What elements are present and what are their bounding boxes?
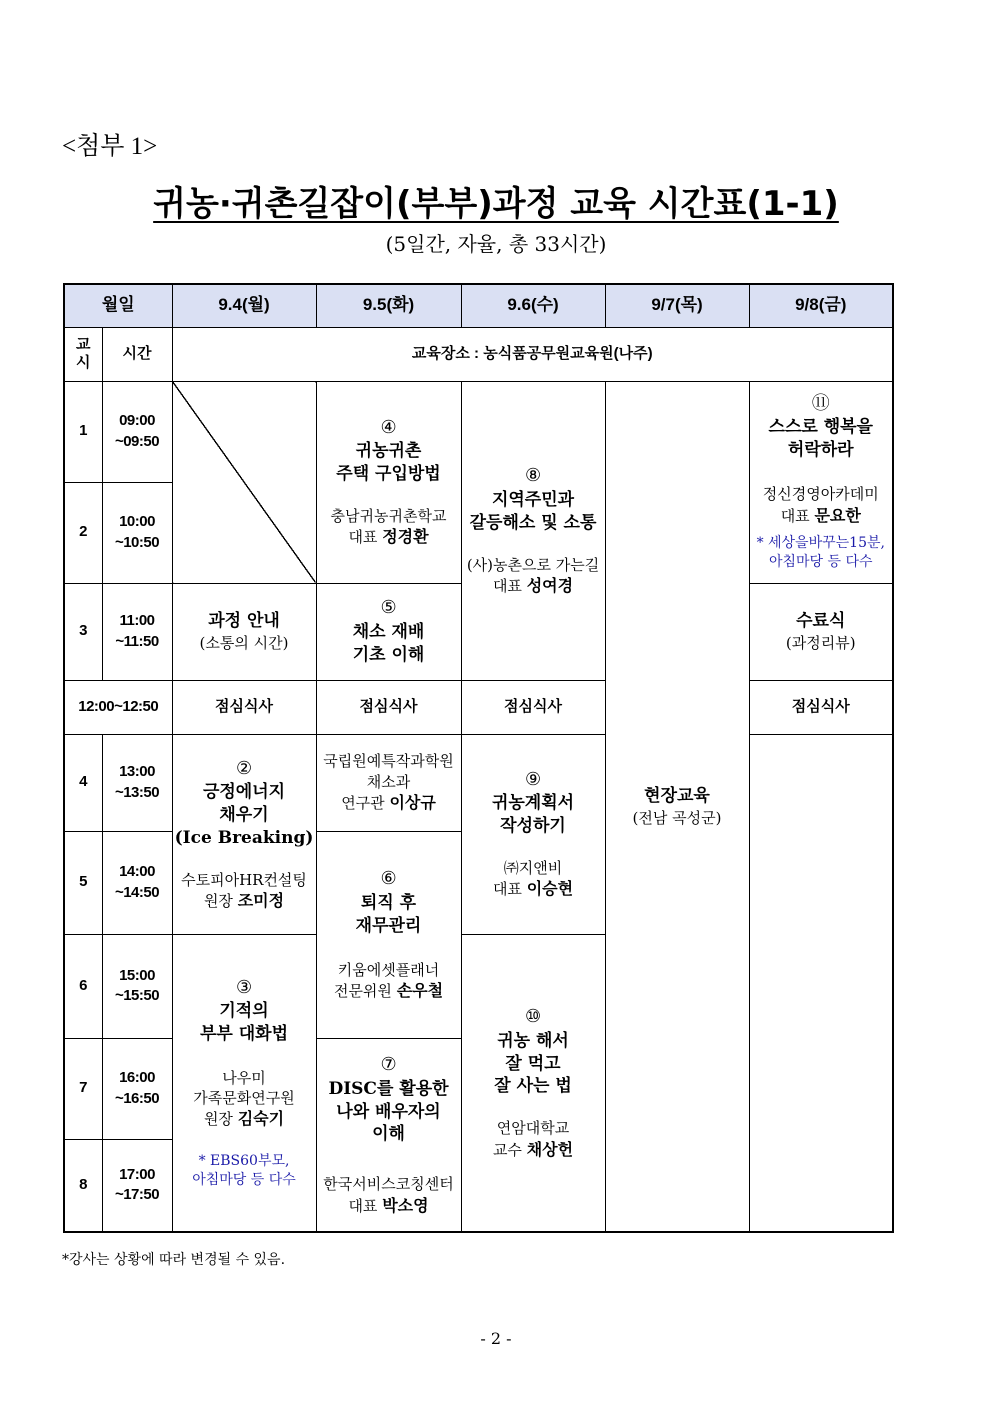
lunch-cell: 점심식사: [749, 680, 893, 734]
header-date-2: 9.5(화): [316, 284, 461, 327]
location-cell: 교육장소 : 농식품공무원교육원(나주): [172, 327, 893, 381]
period-no: 2: [64, 482, 102, 583]
course-11: ⑪ 스스로 행복을 허락하라 정신경영아카데미 대표 문요한 * 세상을바꾸는15분, 아침마당 등 다수: [749, 381, 893, 583]
time-header: 시간: [102, 327, 172, 381]
period-time: 17:00 ~17:50: [102, 1139, 172, 1232]
period-time: 09:00 ~09:50: [102, 381, 172, 482]
period-row-4: [64, 734, 893, 831]
field-education: 현장교육 (전남 곡성군): [605, 381, 749, 1232]
period-header: 교 시: [64, 327, 102, 381]
lunch-cell: 점심식사: [461, 680, 605, 734]
course-8: ⑧ 지역주민과 갈등해소 및 소통 (사)농촌으로 가는길 대표 성여경: [461, 381, 605, 680]
closing-ceremony: 수료식 (과정리뷰): [749, 583, 893, 680]
period-no: 4: [64, 734, 102, 831]
period-no: 8: [64, 1139, 102, 1232]
header-day: 월일: [64, 284, 172, 327]
header-date-5: 9/8(금): [749, 284, 893, 327]
subheader-row: [64, 327, 893, 381]
period-time: 13:00 ~13:50: [102, 734, 172, 831]
title-text: 귀농·귀촌길잡이(부부)과정 교육 시간표(1-1): [153, 184, 839, 224]
lunch-cell: 점심식사: [172, 680, 316, 734]
header-date-1: 9.4(월): [172, 284, 316, 327]
page-subtitle: (5일간, 자율, 총 33시간): [385, 232, 607, 256]
course-4: ④ 귀농귀촌 주택 구입방법 충남귀농귀촌학교 대표 정경환: [316, 381, 461, 583]
header-date-3: 9.6(수): [461, 284, 605, 327]
empty-slot: [749, 734, 893, 1232]
header-date-4: 9/7(목): [605, 284, 749, 327]
course-6: ⑥ 퇴직 후 재무관리 키움에셋플래너 전문위원 손우철: [316, 831, 461, 1038]
course-5: ⑤ 채소 재배 기초 이해: [316, 583, 461, 680]
header-row: [64, 284, 893, 327]
empty-slot-diagonal: [172, 381, 316, 583]
attachment-label: <첨부 1>: [62, 133, 158, 160]
period-no: 3: [64, 583, 102, 680]
course-intro: 과정 안내 (소통의 시간): [172, 583, 316, 680]
course-9: ⑨ 귀농계획서 작성하기 ㈜지앤비 대표 이승현: [461, 734, 605, 934]
course-2: ② 긍정에너지 채우기 (Ice Breaking) 수토피아HR컨설팅 원장 조미정: [172, 734, 316, 934]
period-no: 6: [64, 934, 102, 1038]
lunch-cell: 점심식사: [316, 680, 461, 734]
period-time: 11:00 ~11:50: [102, 583, 172, 680]
lunch-time: 12:00~12:50: [64, 680, 172, 734]
lunch-row: [64, 680, 893, 734]
period-no: 7: [64, 1038, 102, 1139]
period-time: 16:00 ~16:50: [102, 1038, 172, 1139]
page-title: [0, 176, 992, 225]
course-5-instructor: 국립원예특작과학원 채소과 연구관 이상규: [316, 734, 461, 831]
period-time: 10:00 ~10:50: [102, 482, 172, 583]
page-number: - 2 -: [480, 1329, 512, 1348]
period-time: 15:00 ~15:50: [102, 934, 172, 1038]
period-time: 14:00 ~14:50: [102, 831, 172, 934]
course-10: ⑩ 귀농 해서 잘 먹고 잘 사는 법 연암대학교 교수 채상헌: [461, 934, 605, 1232]
schedule-table: [63, 283, 894, 1233]
period-row-1: [64, 381, 893, 482]
course-7: ⑦ DISC를 활용한 나와 배우자의 이해 한국서비스코칭센터 대표 박소영: [316, 1038, 461, 1232]
period-no: 5: [64, 831, 102, 934]
footnote: *강사는 상황에 따라 변경될 수 있음.: [62, 1252, 286, 1268]
period-no: 1: [64, 381, 102, 482]
course-3: ③ 기적의 부부 대화법 나우미 가족문화연구원 원장 김숙기 * EBS60부모, 아침마당 등 다수: [172, 934, 316, 1232]
